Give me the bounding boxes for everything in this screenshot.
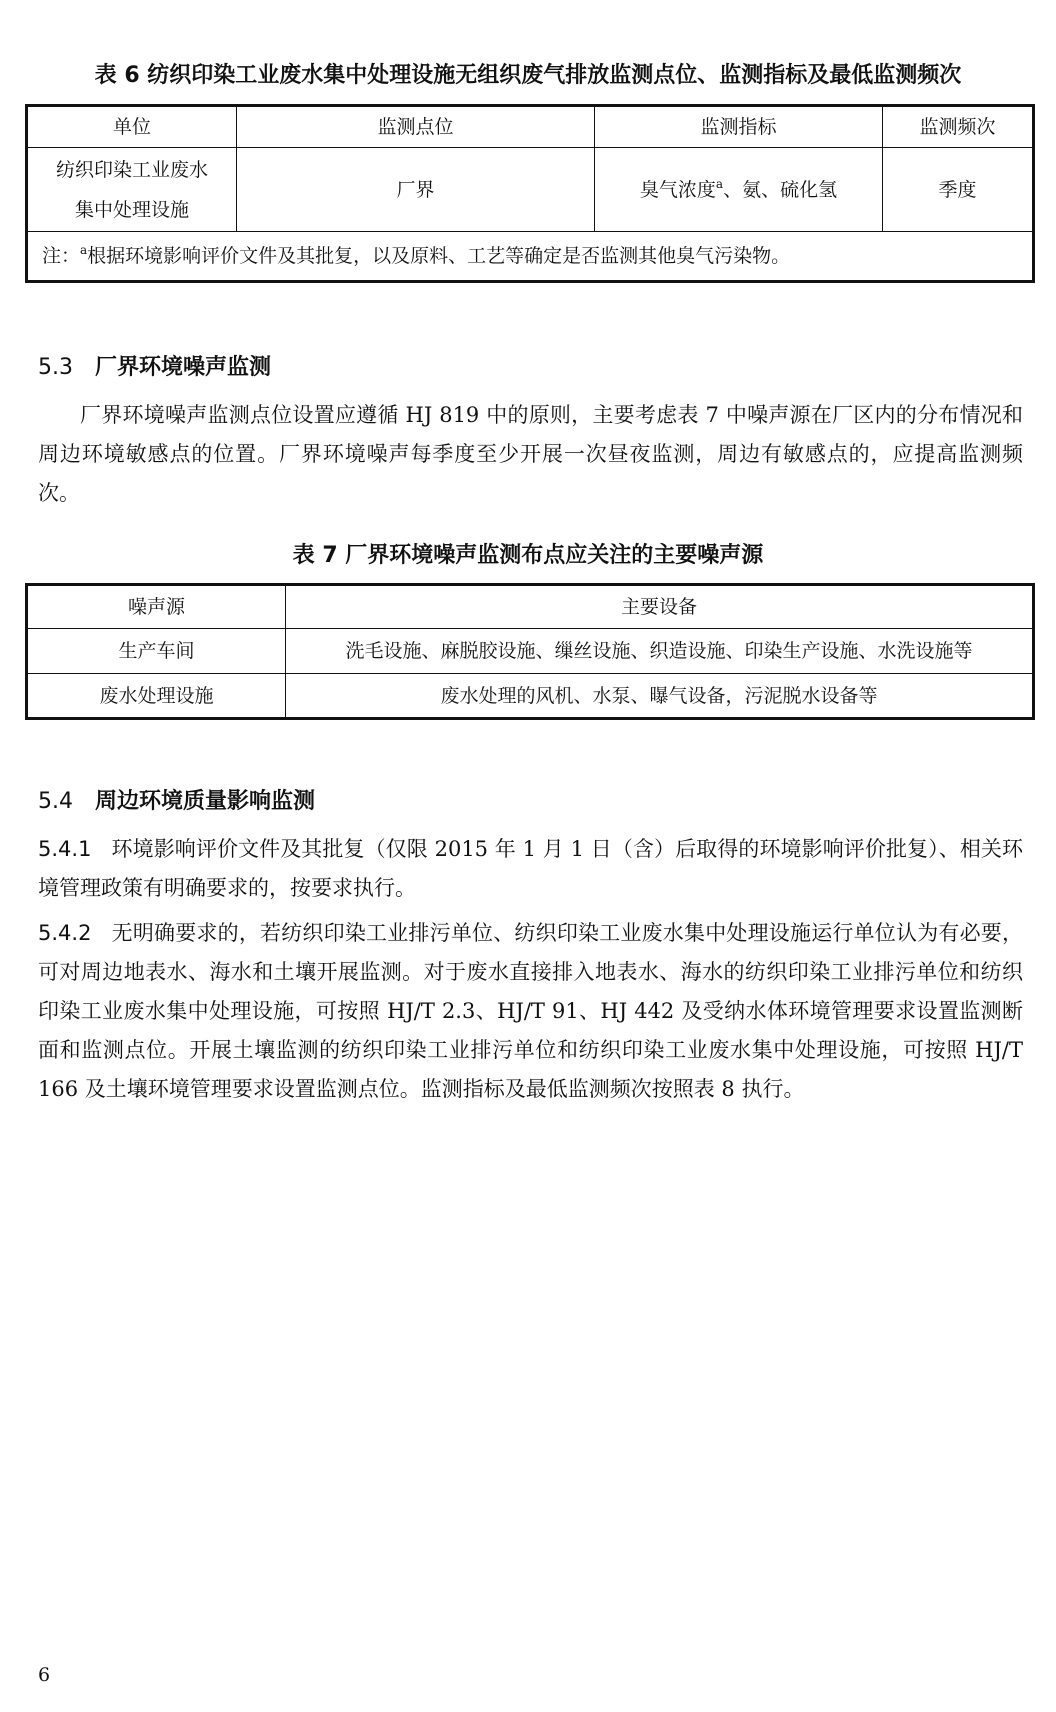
table6-unit-line1: 纺织印染工业废水 xyxy=(55,158,208,181)
table7-header-row xyxy=(27,585,1034,629)
table6-header-unit: 单位 xyxy=(27,106,237,148)
table6-header-row xyxy=(27,106,1034,148)
clause-5-4-2-number: 5.4.2 xyxy=(38,921,92,945)
table6-header-frequency: 监测频次 xyxy=(883,106,1034,148)
indicator-part1: 臭气浓度 xyxy=(639,178,716,201)
table6-cell-unit xyxy=(27,148,237,232)
table6-note-row xyxy=(27,232,1034,282)
table7-header-source: 噪声源 xyxy=(27,585,286,629)
section-5-3-number: 5.3 xyxy=(38,355,73,380)
table6-cell-indicator xyxy=(595,148,883,232)
page-number: 6 xyxy=(38,1664,51,1686)
section-5-3-paragraph: 厂界环境噪声监测点位设置应遵循 HJ 819 中的原则，主要考虑表 7 中噪声源在厂区内的分布情况和周边环境敏感点的位置。厂界环境噪声每季度至少开展一次昼夜监测，周边有敏感点的，应提高监测频次。 xyxy=(38,403,1023,505)
note-footnote-mark: a xyxy=(80,243,88,257)
section-5-3-title: 厂界环境噪声监测 xyxy=(95,355,272,380)
table-row xyxy=(27,674,1034,719)
table6-cell-frequency: 季度 xyxy=(883,148,1034,232)
clause-5-4-1-number: 5.4.1 xyxy=(38,837,92,861)
note-prefix: 注： xyxy=(42,245,81,267)
section-5-4-number: 5.4 xyxy=(38,789,73,814)
table6-header-indicator: 监测指标 xyxy=(595,106,883,148)
table6 xyxy=(25,104,1035,283)
clause-5-4-1-text: 环境影响评价文件及其批复（仅限 2015 年 1 月 1 日（含）后取得的环境影响评价批复）、相关环境管理政策有明确要求的，按要求执行。 xyxy=(38,837,1023,900)
section-5-4-title: 周边环境质量影响监测 xyxy=(95,789,316,814)
table6-unit-line2: 集中处理设施 xyxy=(74,198,189,221)
indicator-part2: 、氨、硫化氢 xyxy=(723,178,838,201)
table6-row xyxy=(27,148,1034,232)
section-5-3-heading xyxy=(38,350,271,381)
table6-caption: 表 6 纺织印染工业废水集中处理设施无组织废气排放监测点位、监测指标及最低监测频次 xyxy=(94,63,962,88)
table-row xyxy=(27,629,1034,674)
table7 xyxy=(25,583,1035,720)
clause-5-4-2-text: 无明确要求的，若纺织印染工业排污单位、纺织印染工业废水集中处理设施运行单位认为有必要，可对周边地表水、海水和土壤开展监测。对于废水直接排入地表水、海水的纺织印染工业排污单位和纺织印染工业废水集中处理设施，可按照 HJ/T 2.3、HJ/T 91、HJ 442 及受纳水体环境管理要求设置监测断面和监测点位。开展土壤监测的纺织印染工业排污单位和纺织印染工业废水集中处理设施，可按照 HJ/T 166 及土壤环境管理要求设置监测点位。监测指标及最低监测频次按照表 8 执行。 xyxy=(38,921,1023,1101)
table7-header-equipment: 主要设备 xyxy=(286,585,1034,629)
table6-header-point: 监测点位 xyxy=(237,106,595,148)
clause-5-4-1 xyxy=(38,830,1023,908)
section-5-4-heading xyxy=(38,784,315,815)
table6-cell-point: 厂界 xyxy=(237,148,595,232)
table7-row1-equipment: 洗毛设施、麻脱胶设施、缫丝设施、织造设施、印染生产设施、水洗设施等 xyxy=(286,629,1034,674)
note-text: 根据环境影响评价文件及其批复，以及原料、工艺等确定是否监测其他臭气污染物。 xyxy=(87,245,791,267)
table7-caption: 表 7 厂界环境噪声监测布点应关注的主要噪声源 xyxy=(292,543,764,568)
table7-row2-equipment: 废水处理的风机、水泵、曝气设备，污泥脱水设备等 xyxy=(286,674,1034,719)
clause-5-4-2 xyxy=(38,914,1023,1109)
table7-row1-source: 生产车间 xyxy=(27,629,286,674)
indicator-footnote-mark: a xyxy=(715,176,724,191)
table7-row2-source: 废水处理设施 xyxy=(27,674,286,719)
table6-note xyxy=(27,232,1034,282)
